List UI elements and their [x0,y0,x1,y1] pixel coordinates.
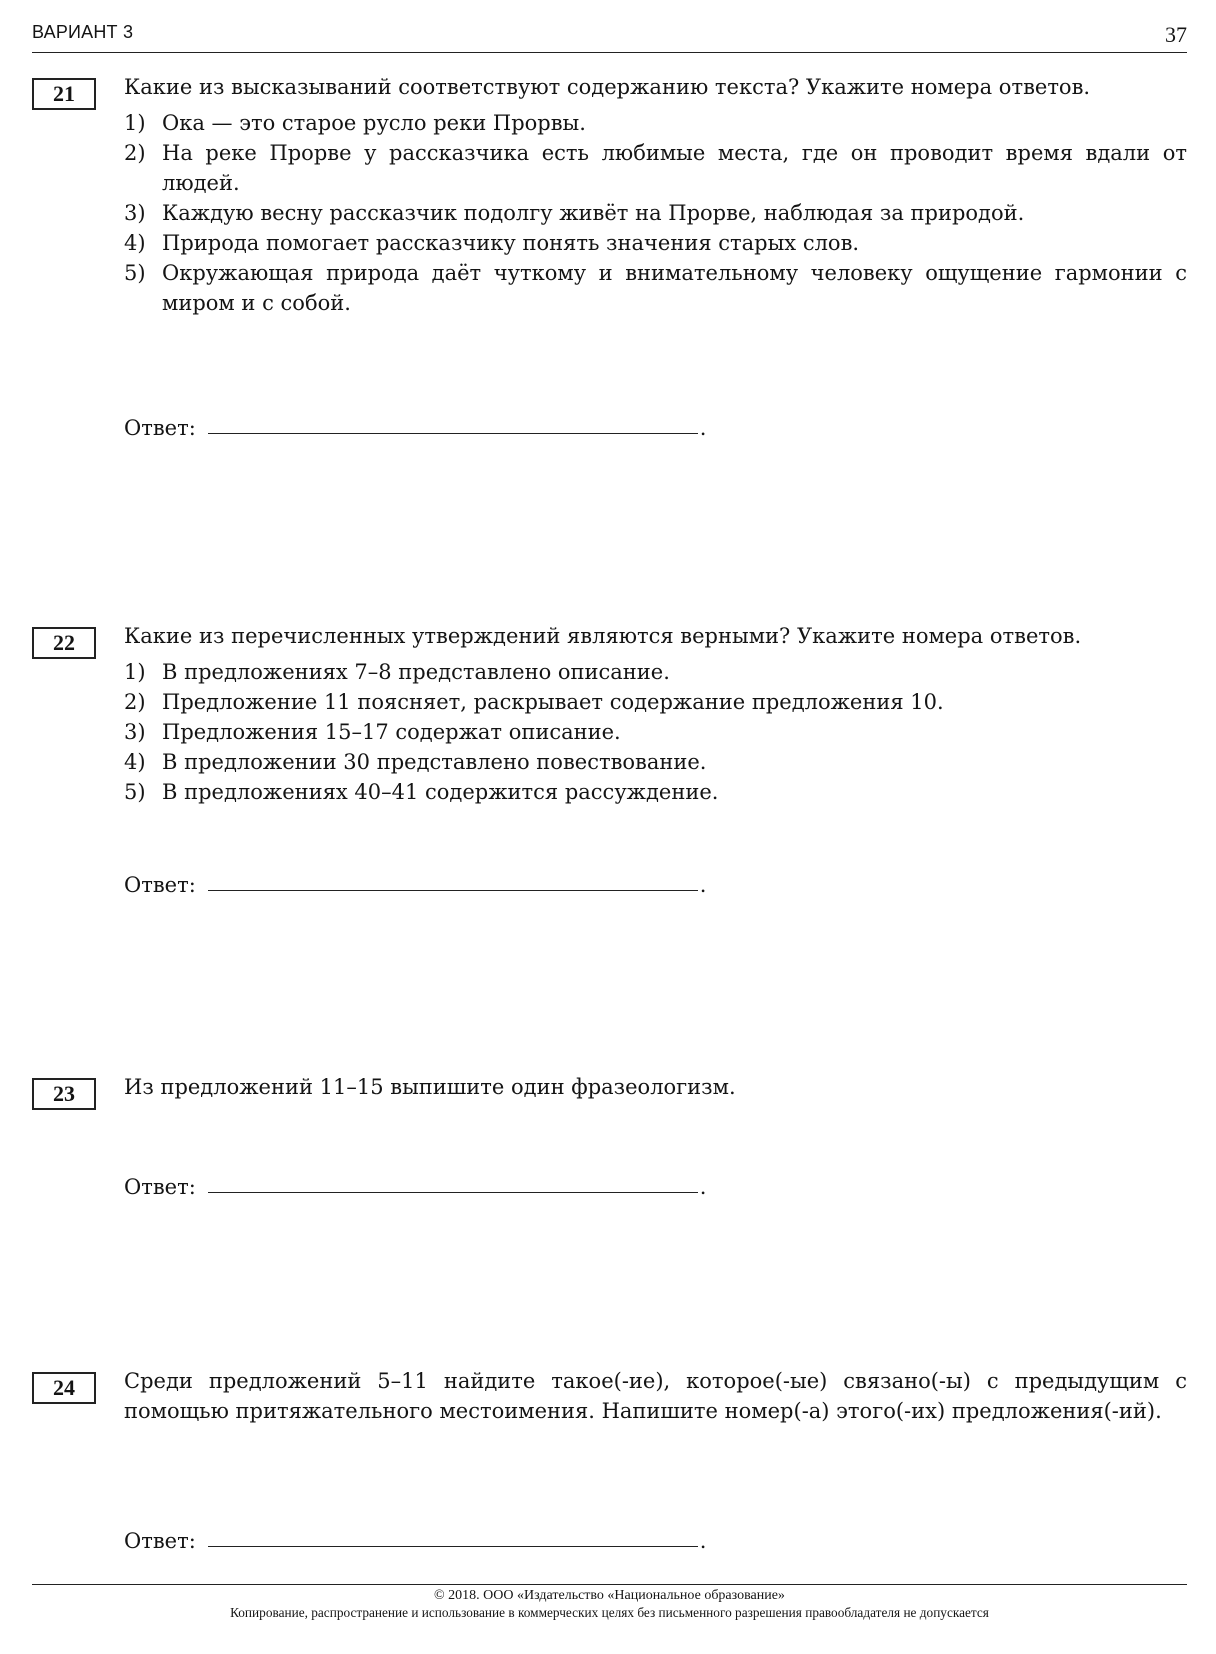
option-item [124,138,1187,198]
answer-field[interactable] [208,432,698,434]
task-body [124,621,1187,807]
option-text: Ока — это старое русло реки Прорвы. [162,111,586,135]
task-body [124,1366,1187,1426]
option-number: 3) [124,720,146,744]
option-item [124,717,1187,747]
option-item [124,258,1187,318]
answer-row [124,1175,706,1199]
option-item [124,108,1187,138]
answer-period: . [699,1175,707,1199]
page-footer [32,1584,1187,1621]
answer-field[interactable] [208,889,698,891]
option-number: 4) [124,750,146,774]
page-number: 37 [1165,22,1187,47]
option-number: 4) [124,231,146,255]
answer-label: Ответ: [124,873,196,897]
option-item [124,687,1187,717]
variant-label: ВАРИАНТ 3 [32,22,134,42]
option-item [124,747,1187,777]
copyright-line: © 2018. ООО «Издательство «Национальное образование» [434,1588,785,1603]
option-text: На реке Прорве у рассказчика есть любимые места, где он проводит время вдали от людей. [162,141,1187,195]
option-item [124,228,1187,258]
option-number: 5) [124,261,146,285]
answer-period: . [699,416,707,440]
option-number: 2) [124,141,146,165]
option-text: Предложения 15–17 содержат описание. [162,720,621,744]
option-text: Каждую весну рассказчик подолгу живёт на Прорве, наблюдая за природой. [162,201,1025,225]
option-number: 1) [124,111,146,135]
task-prompt: Какие из высказываний соответствуют содержанию текста? Укажите номера ответов. [124,75,1091,99]
task-prompt: Среди предложений 5–11 найдите такое(-ие), которое(-ые) связано(-ы) с предыдущим с помощью притяжательного местоимения. Напишите номер(-а) этого(-их) предложения(-ий). [124,1369,1187,1423]
option-text: В предложениях 7–8 представлено описание. [162,660,670,684]
answer-field[interactable] [208,1545,698,1547]
answer-row [124,416,706,440]
answer-row [124,1529,706,1553]
option-number: 2) [124,690,146,714]
task-prompt: Из предложений 11–15 выпишите один фразеологизм. [124,1075,736,1099]
answer-period: . [699,1529,707,1553]
option-text: Предложение 11 поясняет, раскрывает содержание предложения 10. [162,690,944,714]
option-item [124,777,1187,807]
task-number-box: 22 [32,627,96,659]
option-text: В предложениях 40–41 содержится рассуждение. [162,780,719,804]
answer-field[interactable] [208,1191,698,1193]
option-number: 3) [124,201,146,225]
option-item [124,657,1187,687]
copyright-notice: Копирование, распространение и использование в коммерческих целях без письменного разрешения правообладателя не допускается [230,1605,989,1620]
answer-label: Ответ: [124,1529,196,1553]
task-number-box: 24 [32,1372,96,1404]
task-body [124,1072,1187,1102]
task-prompt: Какие из перечисленных утверждений являются верными? Укажите номера ответов. [124,624,1082,648]
task-body [124,72,1187,318]
option-text: Окружающая природа даёт чуткому и внимательному человеку ощущение гармонии с миром и с собой. [162,261,1187,315]
task-number-box: 21 [32,78,96,110]
answer-label: Ответ: [124,416,196,440]
answer-label: Ответ: [124,1175,196,1199]
page-header [32,18,1187,53]
answer-row [124,873,706,897]
option-number: 5) [124,780,146,804]
options-list [124,657,1187,807]
option-text: Природа помогает рассказчику понять значения старых слов. [162,231,860,255]
answer-period: . [699,873,707,897]
option-text: В предложении 30 представлено повествование. [162,750,707,774]
task-number-box: 23 [32,1078,96,1110]
options-list [124,108,1187,318]
option-item [124,198,1187,228]
option-number: 1) [124,660,146,684]
